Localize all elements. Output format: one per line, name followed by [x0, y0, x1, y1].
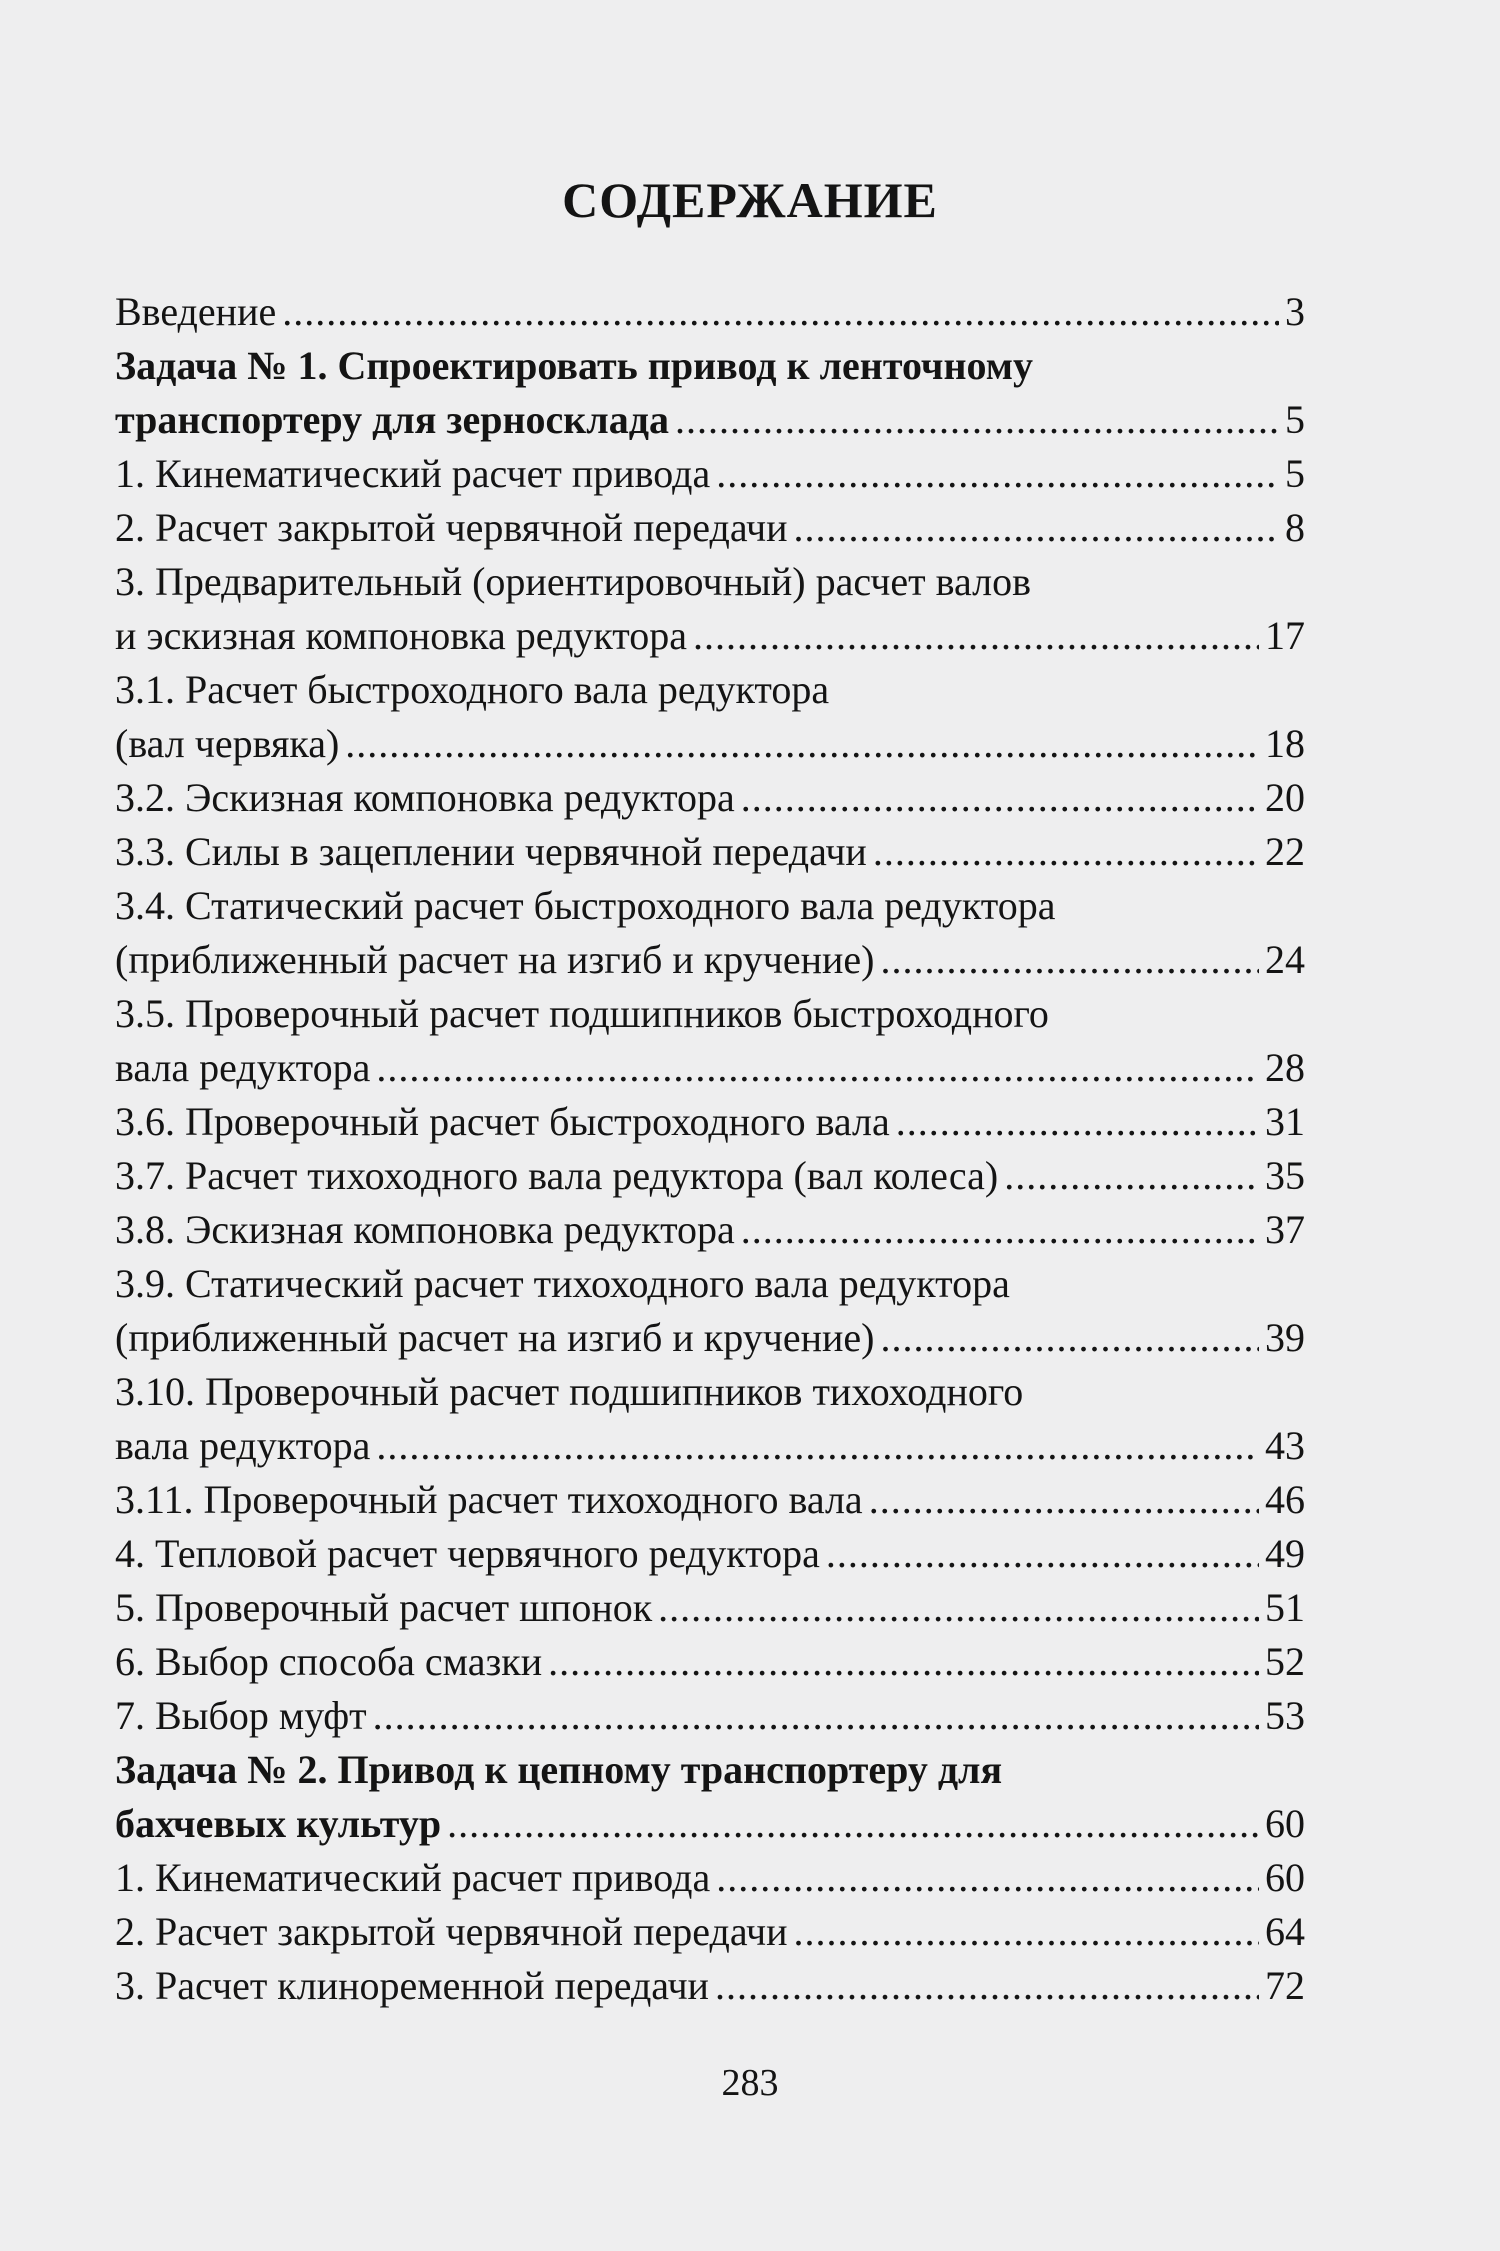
toc-entry-title: бахчевых культур [115, 1801, 442, 1846]
toc-dot-leader [741, 771, 1259, 825]
toc-dot-leader [693, 609, 1259, 663]
toc-entry-title: 3.9. Статический расчет тихоходного вала редуктора [115, 1261, 1010, 1306]
toc-entry-title: 3. Расчет клиноременной передачи [115, 1963, 709, 2008]
toc-entry [115, 1959, 1305, 2013]
toc-entry [115, 1149, 1305, 1203]
toc-entry [115, 1365, 1305, 1419]
page-title: СОДЕРЖАНИЕ [562, 172, 938, 228]
toc-entry [115, 1095, 1305, 1149]
toc-dot-leader [658, 1581, 1259, 1635]
toc-entry [115, 825, 1305, 879]
toc-entry-page: 64 [1265, 1909, 1305, 1954]
toc-entry-page: 49 [1265, 1531, 1305, 1576]
toc-entry-page: 5 [1285, 397, 1305, 442]
toc-entry-title: 3.11. Проверочный расчет тихоходного вала [115, 1477, 863, 1522]
toc-entry [115, 1851, 1305, 1905]
toc-entry-title: вала редуктора [115, 1423, 371, 1468]
toc-entry-page: 18 [1265, 721, 1305, 766]
toc-entry-page: 43 [1265, 1423, 1305, 1468]
toc-dot-leader [447, 1797, 1259, 1851]
toc-entry-page: 17 [1265, 613, 1305, 658]
toc-entry [115, 879, 1305, 933]
toc-entry [115, 1041, 1305, 1095]
toc-dot-leader [716, 447, 1279, 501]
toc-entry [115, 447, 1305, 501]
toc-entry-title: 3.5. Проверочный расчет подшипников быстроходного [115, 991, 1049, 1036]
toc-entry [115, 1203, 1305, 1257]
toc-entry-title: 3.2. Эскизная компоновка редуктора [115, 775, 735, 820]
toc-entry-page: 60 [1265, 1855, 1305, 1900]
toc-dot-leader [282, 285, 1279, 339]
toc-dot-leader [880, 933, 1259, 987]
toc-entry [115, 339, 1305, 393]
table-of-contents [115, 285, 1305, 2013]
toc-entry-title: 3.8. Эскизная компоновка редуктора [115, 1207, 735, 1252]
toc-dot-leader [345, 717, 1259, 771]
toc-dot-leader [1004, 1149, 1259, 1203]
toc-entry [115, 1689, 1305, 1743]
toc-entry-title: 1. Кинематический расчет привода [115, 451, 711, 496]
toc-dot-leader [373, 1689, 1259, 1743]
toc-entry-title: Задача № 1. Спроектировать привод к ленточному [115, 343, 1034, 388]
toc-entry-page: 72 [1265, 1963, 1305, 2008]
toc-dot-leader [794, 501, 1280, 555]
toc-dot-leader [794, 1905, 1260, 1959]
toc-dot-leader [869, 1473, 1259, 1527]
toc-entry [115, 1743, 1305, 1797]
toc-dot-leader [376, 1041, 1259, 1095]
toc-entry [115, 1797, 1305, 1851]
toc-dot-leader [376, 1419, 1259, 1473]
toc-entry [115, 1419, 1305, 1473]
toc-entry-page: 8 [1285, 505, 1305, 550]
toc-entry-title: транспортеру для зерносклада [115, 397, 669, 442]
toc-entry-title: 7. Выбор муфт [115, 1693, 367, 1738]
toc-dot-leader [715, 1959, 1259, 2013]
toc-entry-title: 4. Тепловой расчет червячного редуктора [115, 1531, 820, 1576]
toc-entry-title: Введение [115, 289, 277, 334]
toc-entry [115, 663, 1305, 717]
toc-entry [115, 609, 1305, 663]
toc-entry-page: 35 [1265, 1153, 1305, 1198]
toc-entry-page: 5 [1285, 451, 1305, 496]
toc-entry-title: вала редуктора [115, 1045, 371, 1090]
toc-entry [115, 393, 1305, 447]
toc-entry-page: 53 [1265, 1693, 1305, 1738]
toc-dot-leader [873, 825, 1259, 879]
toc-dot-leader [675, 393, 1279, 447]
toc-entry-title: 3.3. Силы в зацеплении червячной передачи [115, 829, 867, 874]
toc-dot-leader [826, 1527, 1259, 1581]
toc-entry-title: 6. Выбор способа смазки [115, 1639, 543, 1684]
toc-dot-leader [896, 1095, 1259, 1149]
toc-entry-title: 3.7. Расчет тихоходного вала редуктора (вал колеса) [115, 1153, 999, 1198]
toc-entry-page: 51 [1265, 1585, 1305, 1630]
toc-entry-title: 3.4. Статический расчет быстроходного вала редуктора [115, 883, 1056, 928]
toc-entry-title: Задача № 2. Привод к цепному транспортеру для [115, 1747, 1003, 1792]
toc-entry [115, 771, 1305, 825]
toc-entry-title: 3. Предварительный (ориентировочный) расчет валов [115, 559, 1031, 604]
toc-entry [115, 1635, 1305, 1689]
toc-entry [115, 1311, 1305, 1365]
page-number: 283 [721, 2062, 779, 2104]
toc-entry-title: 2. Расчет закрытой червячной передачи [115, 505, 788, 550]
toc-entry-title: 3.6. Проверочный расчет быстроходного вала [115, 1099, 890, 1144]
toc-entry-title: (приближенный расчет на изгиб и кручение) [115, 1315, 875, 1360]
toc-entry [115, 717, 1305, 771]
toc-entry-page: 39 [1265, 1315, 1305, 1360]
toc-entry [115, 1257, 1305, 1311]
toc-entry [115, 1527, 1305, 1581]
toc-entry-title: (вал червяка) [115, 721, 340, 766]
toc-entry-page: 3 [1285, 289, 1305, 334]
toc-entry-title: 2. Расчет закрытой червячной передачи [115, 1909, 788, 1954]
toc-entry-page: 60 [1265, 1801, 1305, 1846]
toc-entry-title: и эскизная компоновка редуктора [115, 613, 687, 658]
toc-entry-page: 28 [1265, 1045, 1305, 1090]
toc-entry [115, 555, 1305, 609]
toc-entry-title: 3.1. Расчет быстроходного вала редуктора [115, 667, 830, 712]
toc-entry-title: 3.10. Проверочный расчет подшипников тихоходного [115, 1369, 1024, 1414]
toc-dot-leader [741, 1203, 1259, 1257]
toc-entry-page: 22 [1265, 829, 1305, 874]
toc-entry [115, 1581, 1305, 1635]
toc-entry [115, 987, 1305, 1041]
toc-entry [115, 1473, 1305, 1527]
toc-entry [115, 285, 1305, 339]
toc-entry-title: 1. Кинематический расчет привода [115, 1855, 711, 1900]
toc-entry-page: 52 [1265, 1639, 1305, 1684]
toc-entry-page: 37 [1265, 1207, 1305, 1252]
toc-entry-title: (приближенный расчет на изгиб и кручение) [115, 937, 875, 982]
toc-dot-leader [716, 1851, 1259, 1905]
toc-entry-page: 31 [1265, 1099, 1305, 1144]
toc-dot-leader [880, 1311, 1259, 1365]
toc-entry [115, 1905, 1305, 1959]
toc-entry-page: 20 [1265, 775, 1305, 820]
toc-entry-page: 24 [1265, 937, 1305, 982]
toc-entry [115, 501, 1305, 555]
toc-entry-title: 5. Проверочный расчет шпонок [115, 1585, 653, 1630]
toc-dot-leader [548, 1635, 1259, 1689]
toc-entry-page: 46 [1265, 1477, 1305, 1522]
toc-entry [115, 933, 1305, 987]
